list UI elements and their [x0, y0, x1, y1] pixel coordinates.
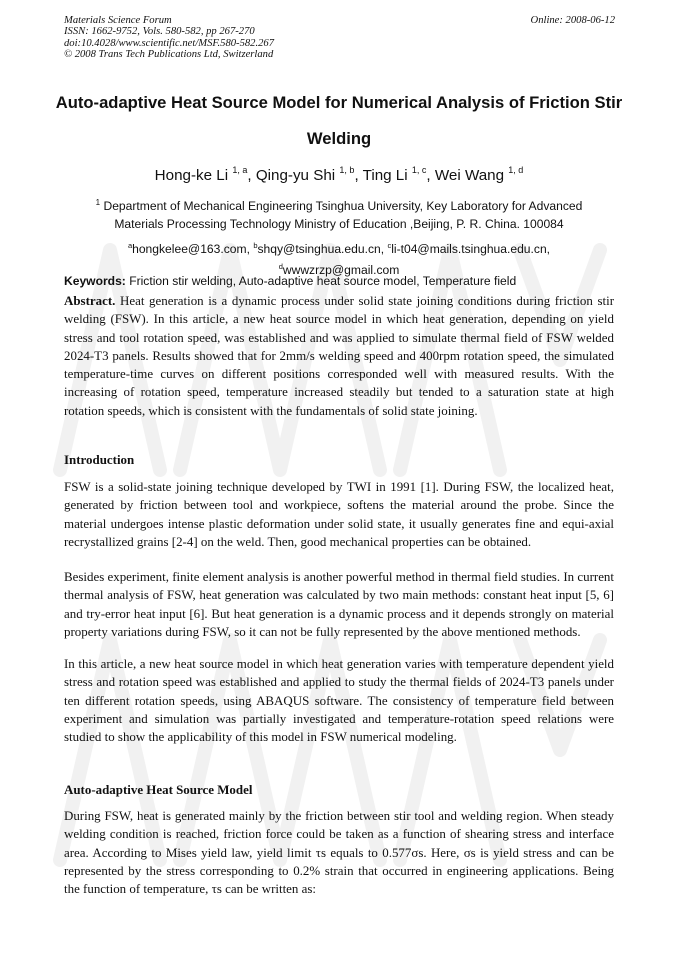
author-name: Ting Li [362, 167, 408, 184]
introduction-paragraph: Besides experiment, finite element analysis is another powerful method in thermal field studies. In current thermal analysis of FSW, heat generation was calculated by two main methods: constant heat input [5, 6] and try-error heat input [6]. But heat generation is a dynamic process and it depends strongly on material property variations during FSW, so it can not be fully represented by the above mentioned methods. [64, 569, 614, 639]
introduction-paragraph: In this article, a new heat source model in which heat generation varies with temperature dependent yield stress and rotation speed was established and applied to study the thermal fields of 2024-T3 panels under ten different rotation speeds, using ABAQUS software. The consistency of temperature field between experiment and simulation was partially investigated and temperature-rotation speed relations were studied to show the applicability of this model in FSW numerical modeling. [64, 656, 614, 745]
email-address[interactable]: li-t04@mails.tsinghua.edu.cn [391, 242, 547, 256]
journal-name: Materials Science Forum [64, 15, 172, 26]
abstract-text: Heat generation is a dynamic process under solid state joining conditions during friction stir welding (FSW). In this article, a new heat source model in which heat generation, depending on yield stress and tool rotation speed, was established and was applied to simulate thermal field of FSW welded 2024-T3 panels. Results showed that for 2mm/s welding speed and 400rpm rotation speed, the simulated temperature-time curves on different positions corresponded well with measured results. With the increasing of rotation speed, temperature increased steadily but tended to a saturation state at high rotation speeds, which is consistent with the fundamentals of solid state joining. [64, 293, 615, 418]
paper-title: Auto-adaptive Heat Source Model for Numerical Analysis of Friction Stir Welding [55, 93, 623, 148]
author-name: Wei Wang [434, 167, 505, 184]
email-address[interactable]: wwwzrzp@gmail.com [282, 263, 400, 277]
email-mark: d [278, 262, 283, 271]
email-mark: a [127, 241, 133, 250]
introduction-paragraph: FSW is a solid-state joining technique developed by TWI in 1991 [1]. During FSW, the localized heat, generated by friction between tool and workpiece, softens the material around the probe. Since the material undergoes intense plastic deformation under solid state, it usually generates fine and equi-axial recrystallized grains [2-4] on the weld. Then, good mechanical properties can be obtained. [64, 479, 614, 549]
author-separator: , [247, 167, 256, 184]
author-separator: , [354, 167, 363, 184]
section-heading: Auto-adaptive Heat Source Model [64, 782, 253, 797]
author-list [0, 165, 678, 184]
author-affiliation-mark: 1, b [339, 165, 355, 175]
author-affiliation-mark: 1, a [232, 165, 248, 175]
abstract [64, 292, 614, 420]
doi-line: doi:10.4028/www.scientific.net/MSF.580-582.267 [64, 37, 274, 49]
section-paragraph: During FSW, heat is generated mainly by the friction between stir tool and welding region. When steady welding condition is reached, friction force could be taken as a function of shearing stress and interface area. According to Mises yield law, yield limit τs equals to 0.577σs. Here, σs is yield stress and can be represented by the stress corresponding to 0.2% strain that occurred in engineering applications. Being the function of temperature, τs can be written as: [64, 808, 614, 897]
header-metadata [64, 15, 274, 60]
affiliation-line: Materials Processing Technology Ministry of Education ,Beijing, P. R. China. 100084 [114, 217, 564, 232]
author-affiliation-mark: 1, d [508, 165, 524, 175]
author-name: Qing-yu Shi [255, 167, 336, 184]
keywords-text: Friction stir welding, Auto-adaptive heat source model, Temperature field [129, 274, 517, 288]
copyright-line: © 2008 Trans Tech Publications Ltd, Switzerland [64, 48, 274, 60]
email-mark: b [253, 241, 258, 250]
keywords [64, 273, 616, 289]
issn-line: ISSN: 1662-9752, Vols. 580-582, pp 267-270 [64, 26, 255, 38]
email-list: $^a$hongkelee@163.com, $^b$shqy@tsinghua.edu.cn, $^c$li-t04@mails.tsinghua.edu.cn, $^d$wwwzrzp@gmail.com [127, 241, 551, 277]
affiliation [64, 194, 614, 233]
email-address[interactable]: hongkelee@163.com [132, 242, 247, 256]
online-date: Online: 2008-06-12 [530, 15, 615, 26]
keywords-label: Keywords: [64, 274, 126, 288]
introduction-heading: Introduction [64, 452, 135, 467]
email-address[interactable]: shqy@tsinghua.edu.cn [257, 242, 381, 256]
affiliation-mark: 1 [95, 198, 101, 207]
email-mark: c [387, 241, 392, 250]
author-name: Hong-ke Li [154, 167, 229, 184]
abstract-label: Abstract. [64, 293, 116, 308]
author-affiliation-mark: 1, c [411, 165, 427, 175]
author-separator: , [426, 167, 435, 184]
affiliation-line: Department of Mechanical Engineering Tsinghua University, Key Laboratory for Advanced [103, 199, 583, 213]
